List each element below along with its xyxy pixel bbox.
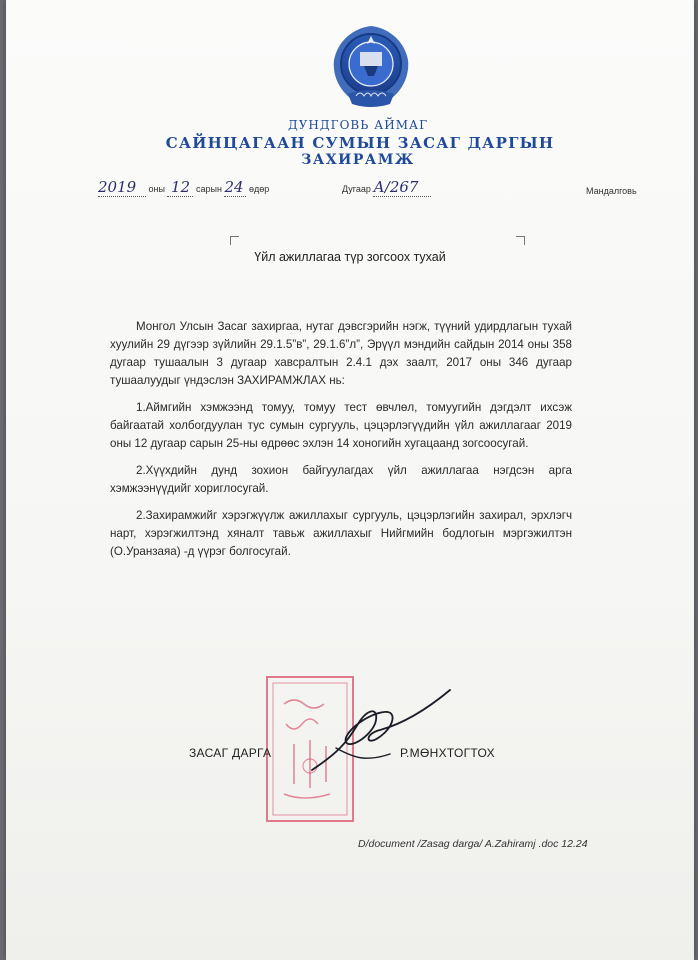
signer-name: Р.МӨНХТОГТОХ (400, 746, 495, 760)
date-year-suffix: оны (148, 184, 165, 194)
date-day: 24 (224, 178, 246, 197)
number-label: Дугаар (342, 184, 371, 194)
issuer-name: САЙНЦАГААН СУМЫН ЗАСАГ ДАРГЫН (165, 134, 555, 152)
paragraph-preamble: Монгол Улсын Засаг захиргаа, нутаг дэвсгэрийн нэгж, түүний удирдлагын тухай хуулийн 29 дүгээр зүйлийн 29.1.5”в”, 29.1.6”л”, Эрүүл мэндийн сайдын 2014 оны 358 дугаар тушаалын 3 дугаар хавсралтын 2.4.1 дэх заалт, 2017 оны 346 дугаар тушаалуудыг үндэслэн ЗАХИРАМЖЛАХ нь: (110, 320, 572, 387)
date-month-suffix: сарын (196, 184, 222, 194)
signer-role: ЗАСАГ ДАРГА (189, 746, 272, 760)
date-month: 12 (167, 178, 193, 197)
document-body (110, 318, 572, 570)
aimag-name: ДУНДГОВЬ АЙМАГ (287, 118, 429, 132)
document-page (6, 0, 694, 960)
handwritten-signature-icon (306, 684, 456, 794)
file-path-footer: D/document /Zasag darga/ A.Zahiramj .doc 12.24 (358, 838, 588, 850)
paragraph-order-3: 2.Захирамжийг хэрэгжүүлж ажиллахыг сургууль, цэцэрлэгийн захирал, эрхлэгч нарт, хэрэгжилтэнд хяналт тавьж ажиллахыг Нийгмийн бодлогын мэргэжилтэн (О.Уранзаяа) -д үүрэг болгосугай. (110, 509, 572, 558)
document-number: А/267 (373, 178, 431, 197)
date-day-suffix: өдөр (248, 184, 270, 194)
paragraph-order-1: 1.Аймгийн хэмжээнд томуу, томуу тест өвчлөл, томуугийн дэгдэлт ихсэж байгаатай холбогдуулан тус сумын сургууль, цэцэрлэгүүдийн үйл ажиллагааг 2019 оны 12 дугаар сарын 25-ны өдрөөс эхлэн 14 хоногийн хугацаанд зогсоосугай. (110, 401, 572, 450)
date-year: 2019 (98, 178, 146, 197)
paragraph-order-2: 2.Хүүхдийн дунд зохион байгуулагдах үйл ажиллагаа нэгдсэн арга хэмжээнүүдийг хориглосугай. (110, 464, 572, 495)
document-type: ЗАХИРАМЖ (301, 152, 415, 168)
subject-bracket-left (230, 236, 239, 245)
place-name: Мандалговь (586, 186, 637, 196)
document-subject: Үйл ажиллагаа түр зогсоох тухай (254, 250, 446, 264)
subject-bracket-right (516, 236, 525, 245)
state-emblem-icon (328, 22, 414, 112)
date-line (98, 178, 269, 197)
number-line (342, 178, 431, 197)
